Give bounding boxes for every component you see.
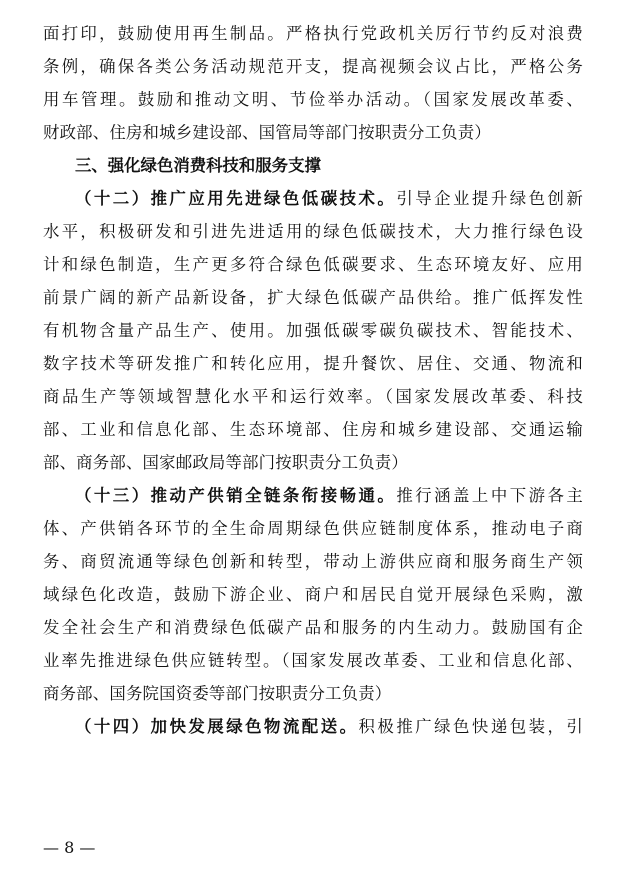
item-13-title: （十三）推动产供销全链条衔接畅通。: [75, 486, 397, 505]
paragraph-line: 务、商贸流通等绿色创新和转型，带动上游供应商和服务商生产领: [43, 552, 583, 571]
paragraph-line: 部、工业和信息化部、生态环境部、住房和城乡建设部、交通运输: [43, 420, 583, 439]
paragraph-line: 前景广阔的新产品新设备，扩大绿色低碳产品供给。推广低挥发性: [43, 288, 583, 307]
paragraph-line: 商品生产等领域智慧化水平和运行效率。（国家发展改革委、科技: [43, 387, 583, 406]
paragraph-line: 水平，积极研发和引进先进适用的绿色低碳技术，大力推行绿色设: [43, 222, 583, 241]
item-13-first-text: 推行涵盖上中下游各主: [396, 486, 584, 505]
item-12-first-line: [75, 183, 583, 215]
item-14-title: （十四）加快发展绿色物流配送。: [75, 717, 359, 736]
paragraph-line: 财政部、住房和城乡建设部、国管局等部门按职责分工负责）: [43, 123, 491, 142]
item-14-first-line: [75, 711, 583, 743]
paragraph-line: 面打印，鼓励使用再生制品。严格执行党政机关厉行节约反对浪费: [43, 24, 583, 43]
paragraph-line: 域绿色化改造，鼓励下游企业、商户和居民自觉开展绿色采购，激: [43, 585, 583, 604]
paragraph-line: 数字技术等研发推广和转化应用，提升餐饮、居住、交通、物流和: [43, 354, 583, 373]
paragraph-line: 部、商务部、国家邮政局等部门按职责分工负责）: [43, 453, 408, 472]
paragraph-line: 体、产供销各环节的全生命周期绿色供应链制度体系，推动电子商: [43, 519, 583, 538]
item-12-title: （十二）推广应用先进绿色低碳技术。: [75, 189, 397, 208]
item-14-first-text: 积极推广绿色快递包装，引: [358, 717, 584, 736]
paragraph-line: 条例，确保各类公务活动规范开支，提高视频会议占比，严格公务: [43, 57, 583, 76]
paragraph-line: 计和绿色制造，生产更多符合绿色低碳要求、生态环境友好、应用: [43, 255, 583, 274]
paragraph-line: 商务部、国务院国资委等部门按职责分工负责）: [43, 684, 392, 703]
item-12-first-text: 引导企业提升绿色创新: [396, 189, 584, 208]
item-13-first-line: [75, 480, 583, 512]
paragraph-line: 业率先推进绿色供应链转型。（国家发展改革委、工业和信息化部、: [43, 651, 583, 670]
section-heading: 三、强化绿色消费科技和服务支撑: [75, 156, 321, 175]
paragraph-line: 有机物含量产品生产、使用。加强低碳零碳负碳技术、智能技术、: [43, 321, 583, 340]
page-number: — 8 —: [43, 838, 96, 857]
paragraph-line: 发全社会生产和消费绿色低碳产品和服务的内生动力。鼓励国有企: [43, 618, 583, 637]
paragraph-line: 用车管理。鼓励和推动文明、节俭举办活动。（国家发展改革委、: [43, 90, 583, 109]
